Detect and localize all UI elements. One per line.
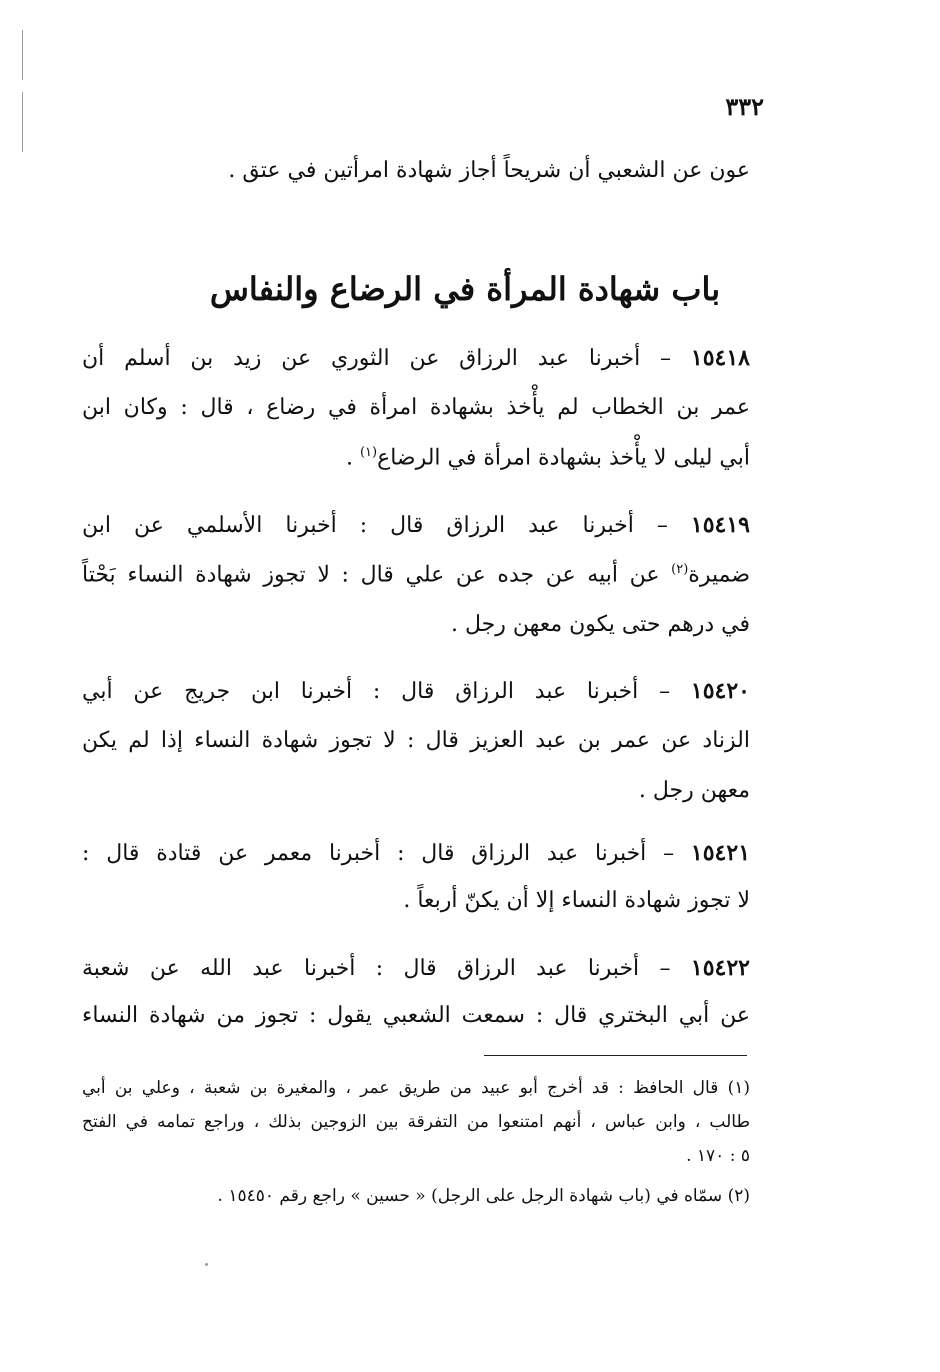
entry-text: عن أبيه عن جده عن علي قال : لا تجوز شهادة النساء بَحْتاً xyxy=(82,562,660,588)
hadith-entry-15419 xyxy=(82,512,750,652)
entry-text: – أخبرنا عبد الرزاق قال : أخبرنا الأسلمي عن ابن xyxy=(82,513,668,538)
entry-text: . xyxy=(345,445,353,471)
entry-line xyxy=(82,840,750,866)
section-heading: باب شهادة المرأة في الرضاع والنفاس xyxy=(209,270,721,308)
entry-text: – أخبرنا عبد الرزاق قال : أخبرنا ابن جريج عن أبي xyxy=(82,679,671,704)
footnote-ref: (١) xyxy=(359,445,378,460)
entry-line xyxy=(82,678,750,704)
footnote-1-line: طالب ، وابن عباس ، أنهم امتنعوا من التفرقة بين الزوجين بذلك ، وراجع تمامه في الفتح xyxy=(82,1112,750,1132)
entry-number: ١٥٤١٨ xyxy=(690,345,750,371)
entry-line: لا تجوز شهادة النساء إلا أن يكنّ أربعاً . xyxy=(403,888,750,913)
scan-edge-line xyxy=(22,30,23,80)
entry-text: – أخبرنا عبد الرزاق قال : أخبرنا معمر عن قتادة قال : xyxy=(82,841,675,866)
scan-edge-line xyxy=(22,92,23,152)
hadith-entry-15420 xyxy=(82,678,750,818)
footnote-separator xyxy=(484,1055,747,1056)
hadith-entry-15418 xyxy=(82,345,750,485)
hadith-entry-15421 xyxy=(82,840,750,930)
footnote-1-line: ٥ : ١٧٠ . xyxy=(686,1146,750,1166)
footnote-1-line: (١) قال الحافظ : قد أخرج أبو عبيد من طريق عمر ، والمغيرة بن شعبة ، وعلي بن أبي xyxy=(82,1078,750,1098)
entry-line: معهن رجل . xyxy=(638,778,750,803)
entry-text: ضميرة xyxy=(688,562,750,588)
footnote-ref: (٢) xyxy=(671,562,689,577)
entry-line: الزناد عن عمر بن عبد العزيز قال : لا تجوز شهادة النساء إذا لم يكن xyxy=(82,728,750,753)
entry-line: عمر بن الخطاب لم يأْخذ بشهادة امرأة في رضاع ، قال : وكان ابن xyxy=(82,395,750,420)
entry-number: ١٥٤٢٠ xyxy=(690,678,750,704)
entry-number: ١٥٤٢٢ xyxy=(690,955,750,981)
entry-text: – أخبرنا عبد الرزاق عن الثوري عن زيد بن أسلم أن xyxy=(82,346,672,371)
footnote-2-line: (٢) سمّاه في (باب شهادة الرجل على الرجل) « حسين » راجع رقم ١٥٤٥٠ . xyxy=(217,1186,750,1206)
entry-number: ١٥٤٢١ xyxy=(690,840,751,866)
entry-line: في درهم حتى يكون معهن رجل . xyxy=(450,612,750,637)
scan-speck xyxy=(205,1263,208,1266)
entry-line xyxy=(82,512,750,538)
intro-paragraph xyxy=(82,158,750,198)
intro-line: عون عن الشعبي أن شريحاً أجاز شهادة امرأتين في عتق . xyxy=(228,158,750,183)
entry-line xyxy=(82,445,750,470)
entry-line xyxy=(82,955,750,981)
entry-line: عن أبي البختري قال : سمعت الشعبي يقول : تجوز من شهادة النساء xyxy=(82,1003,750,1028)
page-number: ٣٣٢ xyxy=(725,92,764,121)
entry-line xyxy=(82,345,750,371)
entry-text: أبي ليلى لا يأْخذ بشهادة امرأة في الرضاع xyxy=(377,445,750,471)
entry-text: – أخبرنا عبد الرزاق قال : أخبرنا عبد الله عن شعبة xyxy=(82,956,671,981)
entry-number: ١٥٤١٩ xyxy=(690,512,750,538)
entry-line xyxy=(82,562,750,587)
hadith-entry-15422 xyxy=(82,955,750,1045)
